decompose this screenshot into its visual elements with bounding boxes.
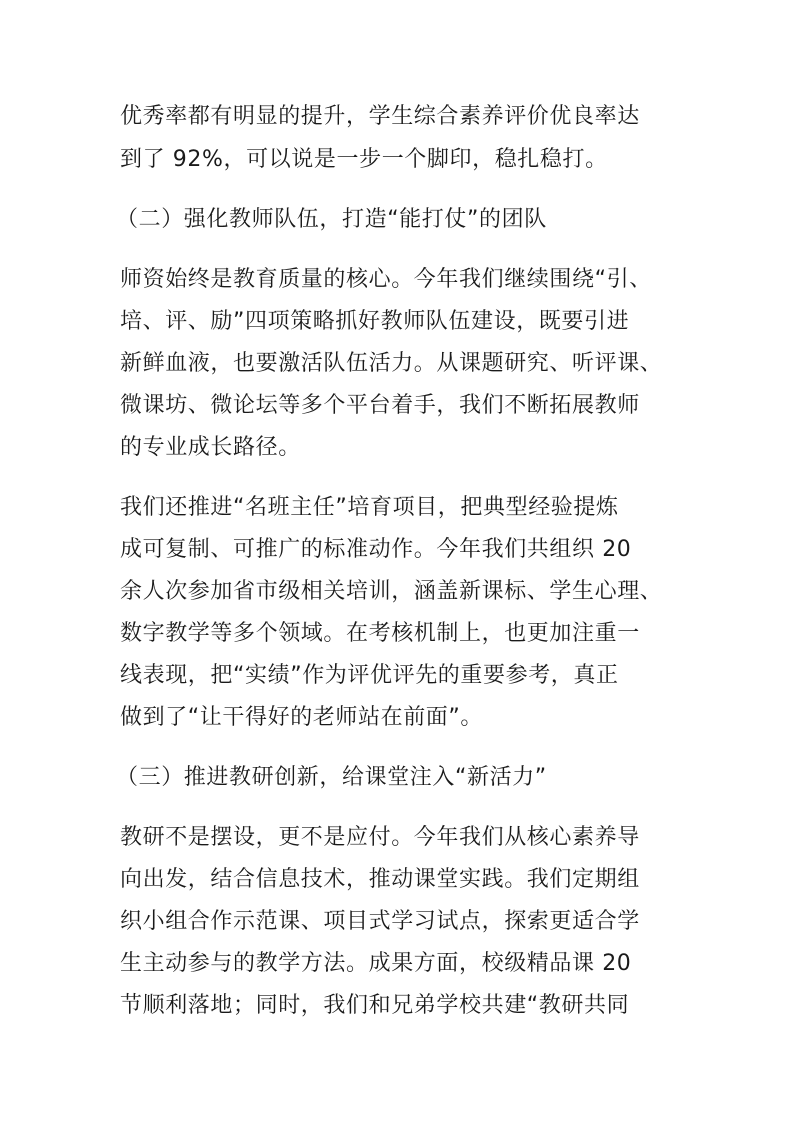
text-line: 到了 92%，可以说是一步一个脚印，稳扎稳打。 bbox=[120, 147, 608, 172]
text-line: 线表现，把“实绩”作为评优评先的重要参考，真正 bbox=[120, 663, 619, 688]
section-heading-teaching-research: （三）推进教研创新，给课堂注入“新活力” bbox=[116, 765, 547, 790]
text-line: 师资始终是教育质量的核心。今年我们继续围绕“引、 bbox=[120, 267, 652, 292]
text-line: 生主动参与的教学方法。成果方面，校级精品课 20 bbox=[120, 951, 632, 976]
text-line: 数字教学等多个领域。在考核机制上，也更加注重一 bbox=[120, 621, 640, 646]
text-line: 做到了“让干得好的老师站在前面”。 bbox=[120, 705, 483, 730]
text-line: 我们还推进“名班主任”培育项目，把典型经验提炼 bbox=[120, 495, 619, 520]
text-line: 微课坊、微论坛等多个平台着手，我们不断拓展教师 bbox=[120, 393, 640, 418]
text-line: 余人次参加省市级相关培训，涵盖新课标、学生心理、 bbox=[120, 579, 663, 604]
text-line: 新鲜血液，也要激活队伍活力。从课题研究、听评课、 bbox=[120, 351, 663, 376]
text-line: 的专业成长路径。 bbox=[120, 435, 301, 460]
text-line: 优秀率都有明显的提升，学生综合素养评价优良率达 bbox=[120, 104, 640, 129]
text-line: 织小组合作示范课、项目式学习试点，探索更适合学 bbox=[120, 909, 640, 934]
text-line: 成可复制、可推广的标准动作。今年我们共组织 20 bbox=[120, 537, 632, 562]
section-heading-teacher-team: （二）强化教师队伍，打造“能打仗”的团队 bbox=[116, 207, 547, 232]
text-line: 节顺利落地；同时，我们和兄弟学校共建“教研共同 bbox=[120, 993, 630, 1018]
text-line: 向出发，结合信息技术，推动课堂实践。我们定期组 bbox=[120, 867, 640, 892]
text-line: 培、评、励”四项策略抓好教师队伍建设，既要引进 bbox=[120, 309, 630, 334]
text-line: 教研不是摆设，更不是应付。今年我们从核心素养导 bbox=[120, 825, 640, 850]
